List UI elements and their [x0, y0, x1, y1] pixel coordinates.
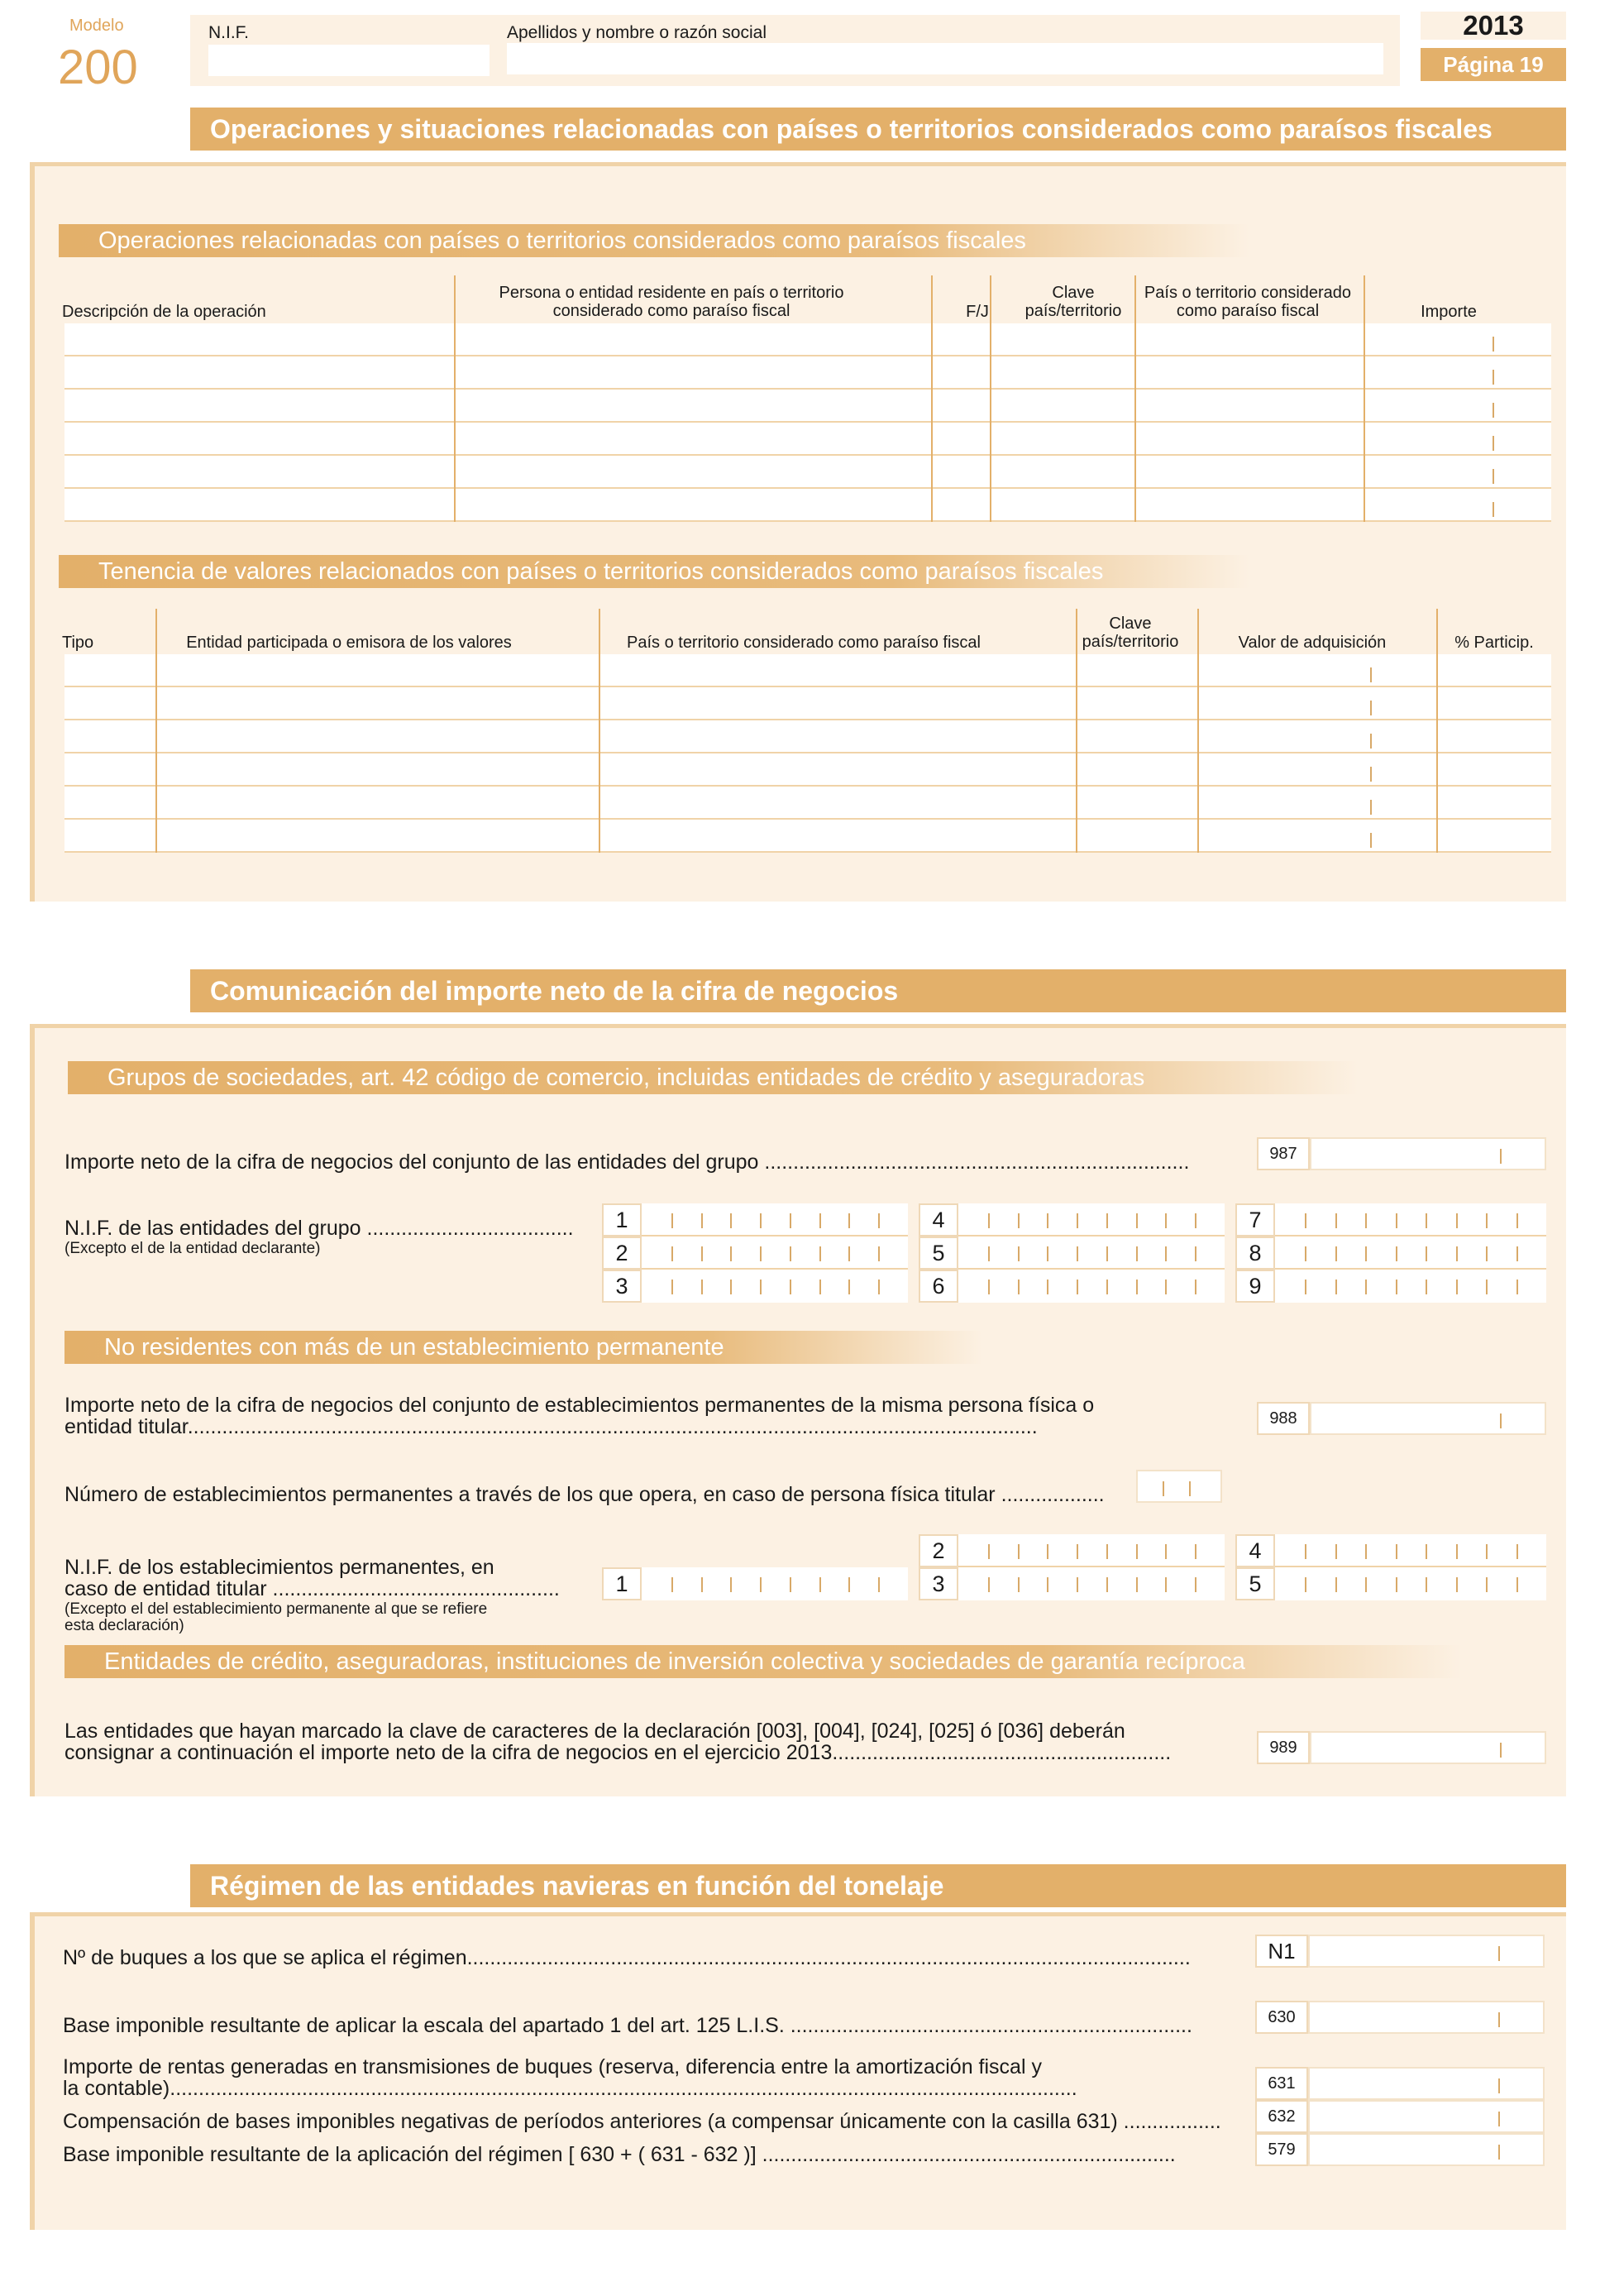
digit-tick [790, 1213, 791, 1228]
nif-field[interactable] [958, 1534, 1225, 1567]
digit-tick [1165, 1577, 1167, 1592]
digit-tick [1136, 1544, 1138, 1559]
digit-tick [1047, 1544, 1048, 1559]
digit-tick [1163, 1481, 1164, 1496]
digit-tick [1106, 1280, 1108, 1294]
casilla-989: 989 [1257, 1731, 1310, 1764]
digit-tick [1486, 1577, 1488, 1592]
decimal-tick [1370, 734, 1372, 749]
modelo-label: Modelo [69, 17, 124, 35]
col-divider [1197, 609, 1199, 853]
nif-index: 5 [1235, 1567, 1275, 1600]
digit-tick [1396, 1213, 1397, 1228]
digit-tick [1077, 1213, 1078, 1228]
sub2-title-bar [59, 555, 1249, 588]
nif-field[interactable] [958, 1270, 1225, 1303]
digit-tick [1195, 1280, 1196, 1294]
digit-tick [1077, 1577, 1078, 1592]
nif-label: N.I.F. [208, 23, 250, 42]
digit-tick [1365, 1544, 1367, 1559]
numero-establecimientos-input[interactable] [1136, 1470, 1222, 1503]
rentas-input[interactable] [1308, 2067, 1545, 2100]
digit-tick [1195, 1544, 1196, 1559]
buques-input[interactable] [1308, 1935, 1545, 1968]
nif-index: 6 [919, 1270, 958, 1303]
digit-tick [1486, 1544, 1488, 1559]
digit-tick [1426, 1246, 1427, 1261]
name-input[interactable] [507, 43, 1383, 74]
col-divider [1364, 275, 1365, 522]
digit-tick [671, 1577, 673, 1592]
digit-tick [671, 1280, 673, 1294]
digit-tick [1456, 1577, 1458, 1592]
digit-tick [701, 1246, 703, 1261]
entidades-credito-title-bar [64, 1645, 1462, 1678]
compensacion-input[interactable] [1308, 2100, 1545, 2133]
digit-tick [730, 1577, 732, 1592]
section3-title-text: Régimen de las entidades navieras en función del tonelaje [210, 1870, 944, 1901]
nif-field[interactable] [958, 1236, 1225, 1270]
digit-tick [760, 1213, 762, 1228]
digit-tick [1396, 1246, 1397, 1261]
page-number: Página 19 [1443, 51, 1544, 77]
digit-tick [1077, 1544, 1078, 1559]
digit-tick [1516, 1280, 1518, 1294]
digit-tick [988, 1577, 990, 1592]
nif-field[interactable] [642, 1270, 908, 1303]
no-residentes-importe-label-2: entidad titular.................................................................................................................................................... [64, 1415, 1038, 1438]
digit-tick [1365, 1246, 1367, 1261]
decimal-tick [1498, 2012, 1500, 2027]
digit-tick [701, 1280, 703, 1294]
nif-index: 4 [1235, 1534, 1275, 1567]
table-row[interactable] [64, 654, 1551, 687]
digit-tick [1335, 1577, 1337, 1592]
nif-index: 1 [602, 1567, 642, 1600]
digit-tick [819, 1280, 821, 1294]
digit-tick [1516, 1246, 1518, 1261]
col-particip: % Particip. [1454, 634, 1534, 652]
digit-tick [1018, 1280, 1020, 1294]
section2-title-text: Comunicación del importe neto de la cifra de negocios [210, 975, 899, 1006]
decimal-tick [1370, 667, 1372, 682]
decimal-tick [1493, 436, 1494, 451]
decimal-tick [1370, 833, 1372, 848]
table-row[interactable] [64, 423, 1551, 456]
digit-tick [730, 1213, 732, 1228]
nif-index: 3 [919, 1567, 958, 1600]
entidades-credito-title: Entidades de crédito, aseguradoras, instituciones de inversión colectiva y sociedades de garantía recíproca [104, 1648, 1245, 1675]
casilla-579: 579 [1255, 2133, 1308, 2166]
col-divider [599, 609, 600, 853]
digit-tick [1165, 1213, 1167, 1228]
digit-tick [1396, 1280, 1397, 1294]
col-importe: Importe [1421, 303, 1477, 321]
digit-tick [1018, 1213, 1020, 1228]
nif-input[interactable] [208, 45, 490, 76]
digit-tick [1189, 1481, 1191, 1496]
table-row[interactable] [64, 820, 1551, 853]
digit-tick [878, 1577, 880, 1592]
nif-field[interactable] [958, 1203, 1225, 1236]
identification-box [190, 15, 1400, 86]
col-pais-valores: País o territorio considerado como paraíso fiscal [627, 634, 981, 652]
decimal-tick [1493, 370, 1494, 385]
col-divider [1436, 609, 1438, 853]
nif-field[interactable] [642, 1236, 908, 1270]
no-residentes-importe-input[interactable] [1310, 1402, 1546, 1435]
col-divider [1076, 609, 1077, 853]
digit-tick [1396, 1544, 1397, 1559]
digit-tick [988, 1213, 990, 1228]
rentas-label-1: Importe de rentas generadas en transmisiones de buques (reserva, diferencia entre la amortización fiscal y [63, 2055, 1042, 2078]
digit-tick [1426, 1577, 1427, 1592]
digit-tick [1165, 1246, 1167, 1261]
digit-tick [1047, 1246, 1048, 1261]
col-fj: F/J [966, 303, 989, 321]
decimal-tick [1498, 2078, 1500, 2093]
digit-tick [1047, 1577, 1048, 1592]
buques-label: Nº de buques a los que se aplica el régimen.............................................................................................................................. [63, 1946, 1191, 1969]
digit-tick [1365, 1213, 1367, 1228]
digit-tick [1486, 1213, 1488, 1228]
casilla-631: 631 [1255, 2067, 1308, 2100]
base-regimen-input[interactable] [1308, 2133, 1545, 2166]
digit-tick [790, 1246, 791, 1261]
nif-index: 8 [1235, 1236, 1275, 1270]
digit-tick [1106, 1213, 1108, 1228]
digit-tick [848, 1577, 850, 1592]
table-row[interactable] [64, 489, 1551, 522]
digit-tick [1456, 1544, 1458, 1559]
digit-tick [1365, 1280, 1367, 1294]
digit-tick [1426, 1544, 1427, 1559]
compensacion-label: Compensación de bases imponibles negativas de períodos anteriores (a compensar únicamente con la casilla 631) ................. [63, 2110, 1221, 2133]
digit-tick [1018, 1246, 1020, 1261]
digit-tick [1305, 1246, 1306, 1261]
nif-grupo-note: (Excepto el de la entidad declarante) [64, 1240, 321, 1257]
nif-index: 9 [1235, 1270, 1275, 1303]
decimal-tick [1500, 1413, 1502, 1428]
digit-tick [760, 1246, 762, 1261]
col-tipo: Tipo [62, 634, 94, 652]
digit-tick [760, 1577, 762, 1592]
table-row[interactable] [64, 787, 1551, 820]
digit-tick [1195, 1577, 1196, 1592]
nif-index: 2 [602, 1236, 642, 1270]
digit-tick [790, 1577, 791, 1592]
digit-tick [1456, 1280, 1458, 1294]
sub2-title: Tenencia de valores relacionados con países o territorios considerados como paraísos fiscales [98, 557, 1104, 585]
digit-tick [878, 1280, 880, 1294]
digit-tick [848, 1213, 850, 1228]
nif-index: 1 [602, 1203, 642, 1236]
digit-tick [819, 1246, 821, 1261]
entidades-credito-label-1: Las entidades que hayan marcado la clave de caracteres de la declaración [003], [004], [024], [025] ó [036] deberán [64, 1720, 1125, 1743]
col-valor-adquisicion: Valor de adquisición [1238, 634, 1387, 652]
digit-tick [1335, 1280, 1337, 1294]
digit-tick [1305, 1280, 1306, 1294]
col-divider [454, 275, 456, 522]
digit-tick [1365, 1577, 1367, 1592]
digit-tick [1047, 1280, 1048, 1294]
table-row[interactable] [64, 720, 1551, 753]
digit-tick [790, 1280, 791, 1294]
col-clave: Clave país/territorio [1024, 284, 1122, 320]
section2-panel [30, 1024, 1566, 1796]
digit-tick [1106, 1577, 1108, 1592]
nif-establecimientos-label-2: caso de entidad titular .................................................. [64, 1577, 560, 1600]
digit-tick [1516, 1577, 1518, 1592]
section1-title-text: Operaciones y situaciones relacionadas con países o territorios considerados como paraísos fiscales [210, 113, 1493, 144]
table-row[interactable] [64, 456, 1551, 489]
digit-tick [1136, 1577, 1138, 1592]
digit-tick [1335, 1213, 1337, 1228]
nif-field[interactable] [1275, 1534, 1546, 1567]
nif-index: 7 [1235, 1203, 1275, 1236]
digit-tick [1106, 1544, 1108, 1559]
decimal-tick [1493, 337, 1494, 352]
nif-index: 3 [602, 1270, 642, 1303]
digit-tick [988, 1280, 990, 1294]
digit-tick [1018, 1544, 1020, 1559]
digit-tick [1077, 1280, 1078, 1294]
digit-tick [1456, 1213, 1458, 1228]
digit-tick [878, 1246, 880, 1261]
section3-panel [30, 1912, 1566, 2230]
col-entidad: Entidad participada o emisora de los valores [186, 634, 512, 652]
digit-tick [988, 1246, 990, 1261]
base-escala-input[interactable] [1308, 2001, 1545, 2034]
year-box [1421, 12, 1566, 40]
decimal-tick [1498, 2112, 1500, 2126]
numero-establecimientos-label: Número de establecimientos permanentes a través de los que opera, en caso de persona física titular .................. [64, 1483, 1105, 1506]
digit-tick [730, 1246, 732, 1261]
digit-tick [730, 1280, 732, 1294]
no-residentes-importe-label-1: Importe neto de la cifra de negocios del conjunto de establecimientos permanentes de la misma persona física o [64, 1394, 1095, 1417]
digit-tick [701, 1213, 703, 1228]
digit-tick [1106, 1246, 1108, 1261]
decimal-tick [1493, 502, 1494, 517]
sub1-title-bar [59, 224, 1249, 257]
digit-tick [848, 1280, 850, 1294]
digit-tick [1165, 1544, 1167, 1559]
digit-tick [1305, 1577, 1306, 1592]
section3-title [190, 1864, 1566, 1907]
decimal-tick [1370, 767, 1372, 782]
digit-tick [1516, 1544, 1518, 1559]
digit-tick [1136, 1280, 1138, 1294]
digit-tick [1335, 1544, 1337, 1559]
col-descripcion: Descripción de la operación [62, 303, 266, 321]
section1-title [190, 108, 1566, 151]
digit-tick [671, 1213, 673, 1228]
nif-grupo-label: N.I.F. de las entidades del grupo .................................... [64, 1217, 574, 1240]
casilla-n1: N1 [1255, 1935, 1308, 1968]
casilla-987: 987 [1257, 1137, 1310, 1170]
page-badge [1421, 48, 1566, 81]
table-row[interactable] [64, 753, 1551, 787]
no-residentes-title: No residentes con más de un establecimiento permanente [104, 1333, 724, 1361]
digit-tick [848, 1246, 850, 1261]
table-row[interactable] [64, 687, 1551, 720]
col-persona: Persona o entidad residente en país o territorio considerado como paraíso fiscal [499, 284, 844, 320]
section1-panel [30, 162, 1566, 902]
col-divider [155, 609, 157, 853]
digit-tick [760, 1280, 762, 1294]
decimal-tick [1493, 469, 1494, 484]
nif-field[interactable] [642, 1203, 908, 1236]
decimal-tick [1370, 701, 1372, 715]
nif-field[interactable] [958, 1567, 1225, 1600]
digit-tick [1426, 1280, 1427, 1294]
nif-field[interactable] [642, 1567, 908, 1600]
digit-tick [1335, 1246, 1337, 1261]
nif-index: 2 [919, 1534, 958, 1567]
digit-tick [1195, 1246, 1196, 1261]
col-pais: País o territorio considerado como paraíso fiscal [1144, 284, 1352, 320]
digit-tick [1077, 1246, 1078, 1261]
casilla-630: 630 [1255, 2001, 1308, 2034]
col-divider [1134, 275, 1136, 522]
nif-field[interactable] [1275, 1203, 1546, 1236]
sub1-title: Operaciones relacionadas con países o territorios considerados como paraísos fiscales [98, 227, 1026, 254]
rentas-label-2: la contable).............................................................................................................................................................. [63, 2077, 1077, 2100]
digit-tick [1136, 1246, 1138, 1261]
table-row[interactable] [64, 323, 1551, 356]
casilla-632: 632 [1255, 2100, 1308, 2133]
col-divider [931, 275, 933, 522]
col-clave-valores: Clave país/territorio [1082, 615, 1179, 651]
col-divider [990, 275, 991, 522]
modelo-number: 200 [58, 41, 138, 94]
year-text: 2013 [1463, 10, 1524, 41]
nif-field[interactable] [1275, 1567, 1546, 1600]
casilla-988: 988 [1257, 1402, 1310, 1435]
digit-tick [878, 1213, 880, 1228]
section2-title [190, 969, 1566, 1012]
decimal-tick [1498, 1946, 1500, 1961]
digit-tick [1136, 1213, 1138, 1228]
entidades-credito-label-2: consignar a continuación el importe neto de la cifra de negocios en el ejercicio 2013........................................................... [64, 1741, 1172, 1764]
nif-field[interactable] [1275, 1270, 1546, 1303]
digit-tick [1516, 1213, 1518, 1228]
importe-grupo-label: Importe neto de la cifra de negocios del conjunto de las entidades del grupo .......................................................................... [64, 1150, 1190, 1174]
digit-tick [819, 1577, 821, 1592]
decimal-tick [1493, 403, 1494, 418]
base-escala-label: Base imponible resultante de aplicar la escala del apartado 1 del art. 125 L.I.S. ...................................................................... [63, 2014, 1192, 2037]
entidades-credito-input[interactable] [1310, 1731, 1546, 1764]
digit-tick [1456, 1246, 1458, 1261]
digit-tick [1047, 1213, 1048, 1228]
grupos-title-bar [68, 1061, 1358, 1094]
decimal-tick [1500, 1149, 1502, 1164]
base-regimen-label: Base imponible resultante de la aplicación del régimen [ 630 + ( 631 - 632 )] ........................................................................ [63, 2143, 1176, 2166]
nif-establecimientos-note-2: esta declaración) [64, 1617, 184, 1634]
name-label: Apellidos y nombre o razón social [507, 23, 767, 42]
digit-tick [1486, 1246, 1488, 1261]
digit-tick [1305, 1213, 1306, 1228]
digit-tick [1486, 1280, 1488, 1294]
table-row[interactable] [64, 390, 1551, 423]
decimal-tick [1500, 1743, 1502, 1758]
nif-establecimientos-label-1: N.I.F. de los establecimientos permanentes, en [64, 1556, 494, 1579]
nif-index: 4 [919, 1203, 958, 1236]
digit-tick [1426, 1213, 1427, 1228]
digit-tick [701, 1577, 703, 1592]
digit-tick [988, 1544, 990, 1559]
digit-tick [819, 1213, 821, 1228]
nif-field[interactable] [1275, 1236, 1546, 1270]
no-residentes-title-bar [64, 1331, 982, 1364]
digit-tick [1018, 1577, 1020, 1592]
nif-establecimientos-note-1: (Excepto el del establecimiento permanente al que se refiere [64, 1600, 488, 1618]
decimal-tick [1370, 800, 1372, 815]
digit-tick [1195, 1213, 1196, 1228]
digit-tick [1165, 1280, 1167, 1294]
digit-tick [1396, 1577, 1397, 1592]
importe-grupo-input[interactable] [1310, 1137, 1546, 1170]
grupos-title: Grupos de sociedades, art. 42 código de comercio, incluidas entidades de crédito y aseguradoras [107, 1064, 1145, 1091]
decimal-tick [1498, 2145, 1500, 2160]
nif-index: 5 [919, 1236, 958, 1270]
digit-tick [1305, 1544, 1306, 1559]
table-row[interactable] [64, 356, 1551, 390]
digit-tick [671, 1246, 673, 1261]
